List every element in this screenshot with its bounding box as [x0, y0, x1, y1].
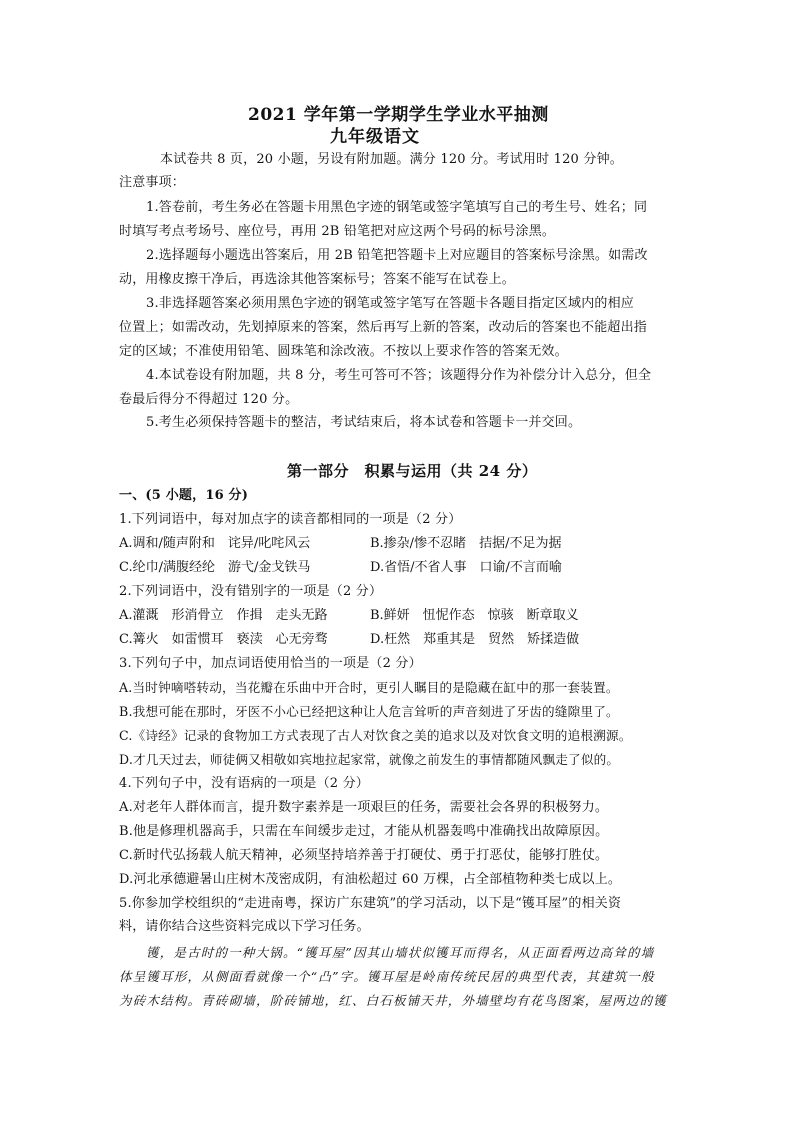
notice-line: 1.答卷前，考生务必在答题卡用黑色字迹的钢笔或签字笔填写自己的考生号、姓名；同 — [146, 200, 648, 215]
option-b: B.鲜妍 忸怩作态 惊骇 断章取义 — [370, 608, 579, 623]
notice-line: 2.选择题每小题选出答案后，用 2B 铅笔把答题卡上对应题目的答案标号涂黑。如需改 — [146, 248, 648, 263]
group-heading: 一、(5 小题，16 分) — [119, 488, 249, 503]
notice-heading: 注意事项： — [119, 175, 186, 190]
question-stem: 5.你参加学校组织的“走进南粤，探访广东建筑”的学习活动，以下是“镬耳屋”的相关资 — [119, 896, 622, 911]
question-stem: 3.下列句子中，加点词语使用恰当的一项是（2 分） — [119, 656, 422, 671]
notice-line: 5.考生必须保持答题卡的整洁，考试结束后，将本试卷和答题卡一并交回。 — [146, 415, 582, 430]
notice-line: 4.本试卷设有附加题，共 8 分，考生可答可不答；该题得分作为补偿分计入总分，但全 — [146, 368, 652, 383]
passage-line: 镬，是古时的一种大锅。“镬耳屋”因其山墙状似镬耳而得名，从正面看两边高耸的墙 — [146, 945, 655, 960]
passage-line: 体呈镬耳形，从侧面看就像一个“凸”字。镬耳屋是岭南传统民居的典型代表，其建筑一般 — [119, 969, 655, 984]
notice-line: 动，用橡皮擦干净后，再选涂其他答案标号；答案不能写在试卷上。 — [119, 272, 516, 287]
option-d: D.省悟/不省人事 口谕/不言而喻 — [370, 560, 562, 575]
option-b: B.我想可能在那时，牙医不小心已经把这种让人危言耸听的声音刻进了牙齿的缝隙里了。 — [119, 704, 619, 719]
option-a: A.灌溉 形消骨立 作揖 走头无路 — [119, 608, 328, 623]
option-c: C.新时代弘扬载人航天精神，必须坚持培养善于打硬仗、勇于打恶仗，能够打胜仗。 — [119, 848, 609, 863]
option-a: A.对老年人群体而言，提升数字素养是一项艰巨的任务，需要社会各界的积极努力。 — [119, 800, 609, 815]
option-c: C.篝火 如雷惯耳 亵渎 心无旁骛 — [119, 632, 328, 647]
question-stem: 料，请你结合这些资料完成以下学习任务。 — [119, 919, 370, 934]
exam-title: 2021 学年第一学期学生学业水平抽测 — [248, 105, 549, 125]
notice-line: 位置上；如需改动，先划掉原来的答案，然后再写上新的答案，改动后的答案也不能超出指 — [119, 320, 648, 335]
option-b: B.掺杂/惨不忍睹 拮据/不足为据 — [370, 536, 562, 551]
option-c: C.《诗经》记录的食物加工方式表现了古人对饮食之美的追求以及对饮食文明的追根溯源。 — [119, 728, 632, 743]
part-heading: 第一部分 积累与运用（共 24 分） — [287, 462, 538, 480]
question-stem: 2.下列词语中，没有错别字的一项是（2 分） — [119, 584, 383, 599]
notice-line: 3.非选择题答案必须用黑色字迹的钢笔或签字笔写在答题卡各题目指定区域内的相应 — [146, 296, 635, 311]
exam-subtitle: 九年级语文 — [330, 127, 420, 147]
notice-line: 卷最后得分不得超过 120 分。 — [119, 392, 299, 407]
option-a: A.调和/随声附和 诧异/叱咤风云 — [119, 536, 311, 551]
option-b: B.他是修理机器高手，只需在车间缓步走过，才能从机器轰鸣中准确找出故障原因。 — [119, 824, 609, 839]
option-d: D.才几天过去，师徒俩又相敬如宾地拉起家常，就像之前发生的事情都随风飘走了似的。 — [119, 752, 620, 767]
option-d: D.河北承德避暑山庄树木茂密成阴，有油松超过 60 万棵，占全部植物种类七成以上。 — [119, 872, 622, 887]
passage-line: 为砖木结构。青砖砌墙，阶砖铺地，红、白石板铺天井，外墙壁均有花鸟图案，屋两边的镬 — [119, 993, 668, 1008]
option-c: C.纶巾/满腹经纶 游弋/金戈铁马 — [119, 560, 311, 575]
notice-line: 时填写考点考场号、座位号，再用 2B 铅笔把对应这两个号码的标号涂黑。 — [119, 224, 556, 239]
question-stem: 4.下列句子中，没有语病的一项是（2 分） — [119, 776, 370, 791]
option-a: A.当时钟嘀嗒转动，当花瓣在乐曲中开合时，更引人瞩目的是隐藏在缸中的那一套装置。 — [119, 680, 619, 695]
question-stem: 1.下列词语中，每对加点字的读音都相同的一项是（2 分） — [119, 512, 462, 527]
option-d: D.枉然 郑重其是 贸然 矫揉造做 — [370, 632, 580, 647]
exam-intro: 本试卷共 8 页，20 小题，另设有附加题。满分 120 分。考试用时 120 分钟。 — [160, 152, 623, 167]
notice-line: 定的区域；不准使用铅笔、圆珠笔和涂改液。不按以上要求作答的答案无效。 — [119, 344, 568, 359]
